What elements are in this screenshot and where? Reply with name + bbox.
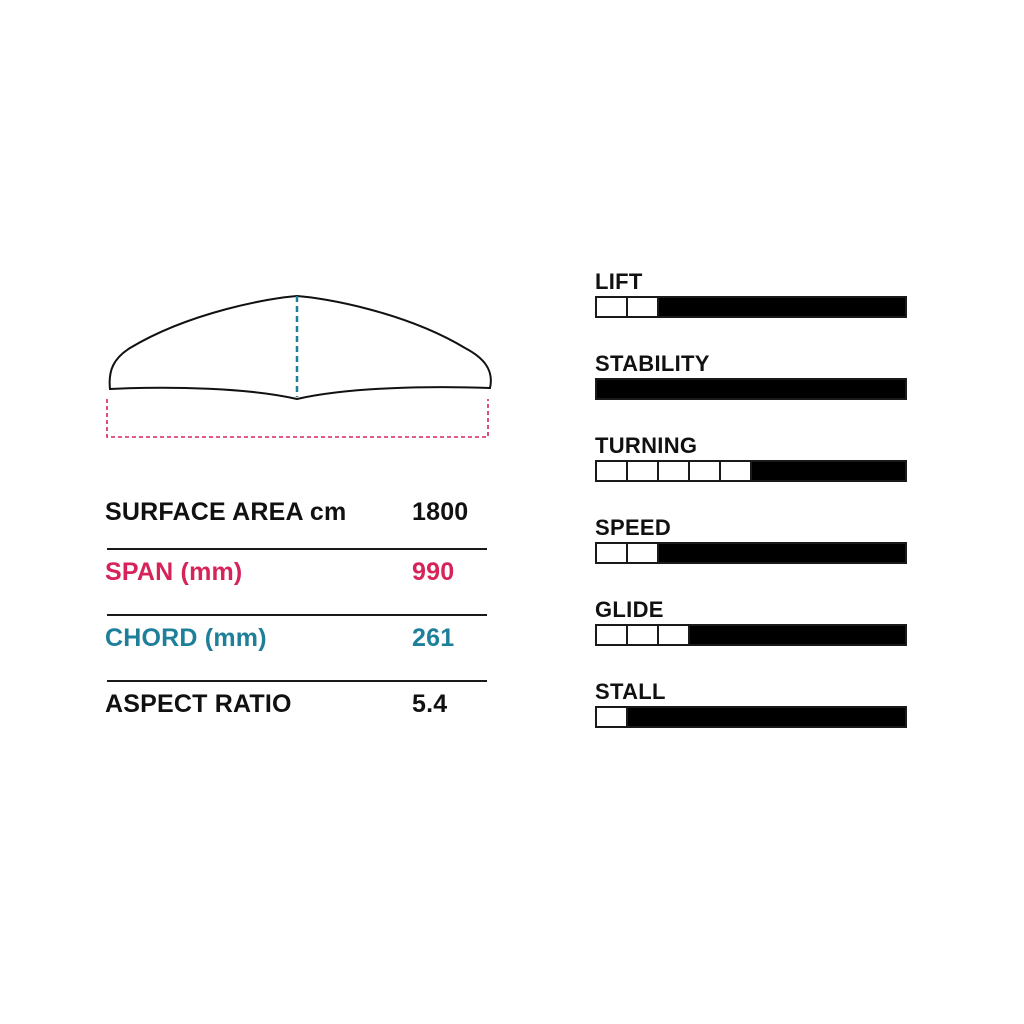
rating-segment-filled: [659, 298, 690, 316]
span-value: 990: [412, 558, 455, 586]
aspect-ratio-value: 5.4: [412, 690, 448, 718]
spec-row-aspect-ratio: [105, 682, 487, 742]
rating-segment-filled: [752, 298, 783, 316]
spec-row-surface-area: [105, 490, 487, 550]
rating-segment-empty: [628, 626, 659, 644]
rating-segment-filled: [690, 380, 721, 398]
rating-segment-filled: [752, 626, 783, 644]
rating-bar: [595, 378, 907, 400]
rating-bar: [595, 460, 907, 482]
rating-bar: [595, 706, 907, 728]
spec-row-chord: [105, 616, 487, 682]
rating-segment-empty: [721, 462, 752, 480]
rating-segment-empty: [597, 544, 628, 562]
rating-label: TURNING: [595, 433, 698, 458]
rating-segment-filled: [721, 626, 752, 644]
rating-segment-filled: [752, 380, 783, 398]
surface-area-label: SURFACE AREA cm: [105, 498, 347, 526]
rating-turning: [595, 432, 909, 514]
rating-segment-empty: [597, 298, 628, 316]
rating-stall: [595, 678, 909, 760]
rating-segment-filled: [845, 544, 876, 562]
rating-segment-filled: [876, 298, 905, 316]
chord-label: CHORD (mm): [105, 624, 267, 652]
rating-segment-filled: [659, 380, 690, 398]
rating-segment-filled: [845, 380, 876, 398]
rating-label: STABILITY: [595, 351, 710, 376]
rating-segment-filled: [783, 298, 814, 316]
rating-segment-filled: [876, 708, 905, 726]
rating-bar: [595, 624, 907, 646]
rating-segment-filled: [628, 380, 659, 398]
rating-label: LIFT: [595, 269, 643, 294]
rating-segment-filled: [876, 626, 905, 644]
rating-segment-filled: [783, 626, 814, 644]
rating-segment-filled: [814, 626, 845, 644]
rating-segment-filled: [659, 708, 690, 726]
span-label: SPAN (mm): [105, 558, 243, 586]
rating-segment-filled: [845, 708, 876, 726]
rating-segment-empty: [628, 544, 659, 562]
span-dashed-bracket: [107, 399, 488, 437]
rating-bar: [595, 542, 907, 564]
rating-segment-filled: [814, 380, 845, 398]
rating-label: STALL: [595, 679, 666, 704]
rating-segment-filled: [752, 462, 783, 480]
rating-segment-empty: [628, 462, 659, 480]
rating-segment-filled: [597, 380, 628, 398]
rating-segment-filled: [783, 708, 814, 726]
rating-segment-filled: [721, 298, 752, 316]
rating-bar: [595, 296, 907, 318]
rating-segment-empty: [690, 462, 721, 480]
aspect-ratio-label: ASPECT RATIO: [105, 690, 292, 718]
rating-segment-filled: [659, 544, 690, 562]
rating-segment-empty: [597, 708, 628, 726]
rating-segment-filled: [721, 708, 752, 726]
rating-segment-filled: [845, 298, 876, 316]
rating-segment-filled: [690, 298, 721, 316]
performance-ratings: [595, 268, 909, 760]
rating-segment-filled: [814, 298, 845, 316]
rating-segment-filled: [814, 544, 845, 562]
rating-label: GLIDE: [595, 597, 664, 622]
surface-area-value: 1800: [412, 498, 469, 526]
rating-segment-filled: [876, 544, 905, 562]
rating-segment-filled: [876, 462, 905, 480]
rating-segment-filled: [690, 708, 721, 726]
rating-segment-filled: [783, 380, 814, 398]
wing-outline-diagram: [100, 290, 500, 450]
rating-segment-filled: [814, 708, 845, 726]
rating-segment-filled: [752, 708, 783, 726]
rating-segment-filled: [845, 462, 876, 480]
rating-speed: [595, 514, 909, 596]
rating-glide: [595, 596, 909, 678]
rating-segment-empty: [597, 626, 628, 644]
rating-stability: [595, 350, 909, 432]
rating-segment-empty: [597, 462, 628, 480]
rating-segment-filled: [845, 626, 876, 644]
rating-segment-empty: [659, 626, 690, 644]
rating-segment-empty: [659, 462, 690, 480]
rating-segment-filled: [752, 544, 783, 562]
spec-table: [105, 490, 487, 742]
rating-segment-filled: [814, 462, 845, 480]
rating-segment-filled: [783, 462, 814, 480]
wing-shape: [110, 296, 491, 399]
rating-segment-filled: [876, 380, 905, 398]
rating-label: SPEED: [595, 515, 672, 540]
rating-segment-filled: [690, 626, 721, 644]
rating-segment-filled: [721, 544, 752, 562]
rating-segment-filled: [721, 380, 752, 398]
spec-row-span: [105, 550, 487, 616]
rating-lift: [595, 268, 909, 350]
chord-value: 261: [412, 624, 455, 652]
rating-segment-empty: [628, 298, 659, 316]
rating-segment-filled: [690, 544, 721, 562]
rating-segment-filled: [628, 708, 659, 726]
rating-segment-filled: [783, 544, 814, 562]
